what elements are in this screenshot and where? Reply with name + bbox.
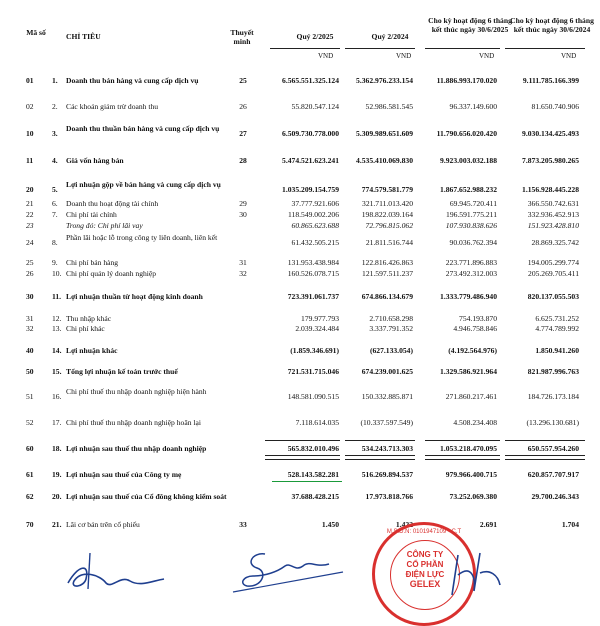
row-code: 61 — [26, 470, 34, 479]
row-value-h1-2024: 9.030.134.425.493 — [522, 129, 579, 138]
row-code: 20 — [26, 185, 34, 194]
row-number: 2. — [52, 102, 58, 111]
row-value-q2-2024: 321.711.013.420 — [362, 199, 413, 208]
row-value-h1-2025: 11.790.656.020.420 — [436, 129, 497, 138]
row-label: Lợi nhuận sau thuế của Cổ đông không kiểm soát — [66, 492, 227, 501]
row-value-q2-2024: (10.337.597.549) — [360, 418, 413, 427]
row-code: 51 — [26, 392, 34, 401]
row-value-h1-2025: 4.946.758.846 — [453, 324, 497, 333]
row-code: 31 — [26, 314, 34, 323]
header-h1-2025: Cho kỳ hoạt động 6 tháng kết thúc ngày 30/6/2025 — [428, 16, 512, 34]
total-rule-q2-2024 — [345, 440, 415, 441]
row-value-h1-2024: 151.923.428.810 — [527, 221, 579, 230]
row-value-h1-2025: 4.508.234.408 — [453, 418, 497, 427]
row-value-q2-2024: 122.816.426.863 — [361, 258, 413, 267]
row-value-q2-2024: 516.269.894.537 — [361, 470, 413, 479]
stamp-text-line3: ĐIỆN LỰC — [405, 570, 445, 579]
row-code: 25 — [26, 258, 34, 267]
row-value-q2-2025: 131.953.438.984 — [287, 258, 339, 267]
row-code: 22 — [26, 210, 34, 219]
row-label: Chi phí thuế thu nhập doanh nghiệp hoãn lại — [66, 418, 201, 427]
row-label: Lãi cơ bản trên cổ phiếu — [66, 520, 140, 529]
row-number: 10. — [52, 269, 62, 278]
row-note: 33 — [239, 520, 247, 529]
row-note: 25 — [239, 76, 247, 85]
row-value-q2-2024: 5.362.976.233.154 — [356, 76, 413, 85]
row-value-q2-2024: 4.535.410.069.830 — [356, 156, 413, 165]
row-value-h1-2025: 9.923.003.032.188 — [440, 156, 497, 165]
row-number: 13. — [52, 324, 62, 333]
row-value-h1-2024: 4.774.789.992 — [535, 324, 579, 333]
row-number: 1. — [52, 76, 58, 85]
header-thuyetminh: Thuyết minh — [230, 28, 254, 46]
row-value-q2-2024: 150.332.885.871 — [361, 392, 413, 401]
signature-chief-accountant — [225, 542, 345, 597]
row-number: 3. — [52, 129, 58, 138]
row-value-h1-2025: 271.860.217.461 — [445, 392, 497, 401]
row-number: 20. — [52, 492, 62, 501]
row-value-h1-2025: 2.691 — [479, 520, 497, 529]
row-number: 7. — [52, 210, 58, 219]
stamp-text-line4: GELEX — [409, 579, 441, 589]
stamp-ring-text: M.S.D.N: 0101947109 - C.T — [386, 529, 462, 535]
row-value-q2-2024: 2.710.658.298 — [369, 314, 413, 323]
row-code: 70 — [26, 520, 34, 529]
row-value-h1-2025: 1.867.652.988.232 — [440, 185, 497, 194]
row-note: 30 — [239, 210, 247, 219]
row-value-h1-2025: (4.192.564.976) — [448, 346, 497, 355]
row-value-q2-2024: 21.811.516.744 — [365, 238, 413, 247]
row-value-h1-2024: 194.005.299.774 — [527, 258, 579, 267]
double-rule-h1-2024 — [505, 455, 585, 460]
row-value-h1-2025: 107.930.838.626 — [445, 221, 497, 230]
header-underline-h1-2024 — [505, 48, 585, 49]
row-number: 8. — [52, 238, 58, 247]
row-code: 10 — [26, 129, 34, 138]
row-code: 11 — [26, 156, 34, 165]
row-value-h1-2025: 90.036.762.394 — [449, 238, 497, 247]
row-label: Lợi nhuận khác — [66, 346, 118, 355]
row-value-q2-2025: 1.450 — [321, 520, 339, 529]
row-value-h1-2024: 1.704 — [561, 520, 579, 529]
row-code: 02 — [26, 102, 34, 111]
row-label: Tổng lợi nhuận kế toán trước thuế — [66, 367, 178, 376]
header-underline-q2-2025 — [270, 48, 340, 49]
row-code: 62 — [26, 492, 34, 501]
row-code: 60 — [26, 444, 34, 453]
row-label: Doanh thu thuần bán hàng và cung cấp dịch vụ — [66, 124, 220, 133]
total-rule-h1-2024 — [505, 440, 585, 441]
header-underline-q2-2024 — [345, 48, 415, 49]
header-ms: Mã số — [26, 28, 46, 37]
row-value-h1-2024: 332.936.452.913 — [527, 210, 579, 219]
row-value-q2-2025: 5.474.521.623.241 — [282, 156, 339, 165]
row-value-h1-2024: 7.873.205.980.265 — [522, 156, 579, 165]
row-number: 16. — [52, 392, 62, 401]
row-value-q2-2025: 60.865.623.688 — [291, 221, 339, 230]
row-value-q2-2024: 534.243.713.303 — [361, 444, 413, 453]
row-number: 6. — [52, 199, 58, 208]
row-note: 32 — [239, 269, 247, 278]
row-number: 9. — [52, 258, 58, 267]
row-value-q2-2024: 5.309.989.651.609 — [356, 129, 413, 138]
row-number: 18. — [52, 444, 62, 453]
row-value-q2-2024: 52.986.581.545 — [365, 102, 413, 111]
row-number: 17. — [52, 418, 62, 427]
row-value-h1-2024: 81.650.740.906 — [531, 102, 579, 111]
row-label: Doanh thu bán hàng và cung cấp dịch vụ — [66, 76, 199, 85]
row-code: 01 — [26, 76, 34, 85]
row-label: Lợi nhuận gộp về bán hàng và cung cấp dịch vụ — [66, 180, 221, 189]
stamp-text-line2: CỔ PHẦN — [406, 560, 444, 569]
row-value-q2-2025: 6.565.551.325.124 — [282, 76, 339, 85]
row-value-h1-2024: 29.700.246.343 — [531, 492, 579, 501]
row-value-h1-2024: 184.726.173.184 — [527, 392, 579, 401]
row-value-h1-2024: 28.869.325.742 — [531, 238, 579, 247]
unit-h1-2025: VND — [479, 52, 495, 60]
double-rule-h1-2025 — [425, 455, 500, 460]
row-label: Doanh thu hoạt động tài chính — [66, 199, 159, 208]
row-value-h1-2024: 9.111.785.166.399 — [522, 76, 579, 85]
row-value-q2-2025: 61.432.505.215 — [291, 238, 339, 247]
double-rule-q2-2025 — [265, 455, 340, 460]
row-value-h1-2024: 1.850.941.260 — [535, 346, 579, 355]
row-value-q2-2025: 2.039.324.484 — [295, 324, 339, 333]
row-value-q2-2025: 37.688.428.215 — [291, 492, 339, 501]
row-value-h1-2025: 69.945.720.411 — [449, 199, 497, 208]
row-value-h1-2025: 979.966.400.715 — [445, 470, 497, 479]
row-label: Phần lãi hoặc lỗ trong công ty liên doanh, liên kết — [66, 233, 218, 242]
row-code: 21 — [26, 199, 34, 208]
row-value-h1-2024: 820.137.055.503 — [527, 292, 579, 301]
row-value-q2-2025: 160.526.078.715 — [287, 269, 339, 278]
row-note: 26 — [239, 102, 247, 111]
row-label: Giá vốn hàng bán — [66, 156, 124, 165]
row-value-q2-2025: 565.832.010.496 — [287, 444, 339, 453]
row-value-h1-2025: 1.333.779.486.940 — [440, 292, 497, 301]
row-value-q2-2024: (627.133.054) — [369, 346, 413, 355]
row-value-q2-2024: 121.597.511.237 — [362, 269, 413, 278]
row-value-h1-2024: 821.987.996.763 — [527, 367, 579, 376]
header-q2-2025: Quý 2/2025 — [296, 32, 334, 41]
row-value-h1-2025: 11.886.993.170.020 — [436, 76, 497, 85]
header-h1-2024: Cho kỳ hoạt động 6 tháng kết thúc ngày 30/6/2024 — [510, 16, 594, 34]
row-value-q2-2025: 723.391.061.737 — [287, 292, 339, 301]
row-value-h1-2025: 73.252.069.380 — [449, 492, 497, 501]
row-value-h1-2024: 366.550.742.631 — [527, 199, 579, 208]
row-note: 28 — [239, 156, 247, 165]
row-code: 24 — [26, 238, 34, 247]
row-number: 4. — [52, 156, 58, 165]
row-value-q2-2024: 198.822.039.164 — [361, 210, 413, 219]
row-value-q2-2024: 674.866.134.679 — [361, 292, 413, 301]
row-value-q2-2025: (1.859.346.691) — [290, 346, 339, 355]
row-label: Chi phí tài chính — [66, 210, 117, 219]
row-value-q2-2025: 528.143.582.281 — [287, 470, 339, 479]
total-rule-q2-2025 — [265, 440, 340, 441]
unit-q2-2024: VND — [396, 52, 412, 60]
row-label: Trong đó: Chi phí lãi vay — [66, 221, 143, 230]
row-note: 29 — [239, 199, 247, 208]
row-number: 21. — [52, 520, 62, 529]
row-value-q2-2025: 55.820.547.124 — [291, 102, 339, 111]
row-value-h1-2025: 754.193.870 — [459, 314, 497, 323]
row-value-q2-2025: 148.581.090.515 — [287, 392, 339, 401]
row-number: 19. — [52, 470, 62, 479]
row-number: 14. — [52, 346, 62, 355]
row-value-q2-2025: 6.509.730.778.000 — [282, 129, 339, 138]
row-code: 32 — [26, 324, 34, 333]
row-value-h1-2025: 273.492.312.003 — [445, 269, 497, 278]
header-q2-2024: Quý 2/2024 — [371, 32, 409, 41]
row-value-q2-2025: 37.777.921.606 — [291, 199, 339, 208]
row-value-q2-2025: 179.977.793 — [301, 314, 339, 323]
row-value-q2-2024: 17.973.818.766 — [365, 492, 413, 501]
unit-h1-2024: VND — [561, 52, 577, 60]
row-label: Chi phí thuế thu nhập doanh nghiệp hiện hành — [66, 387, 207, 396]
row-label: Chi phí quản lý doanh nghiệp — [66, 269, 157, 278]
stamp-text-line1: CÔNG TY — [406, 550, 444, 559]
row-label: Lợi nhuận sau thuế của Công ty mẹ — [66, 470, 182, 479]
row-code: 40 — [26, 346, 34, 355]
signature-director — [440, 545, 510, 600]
row-value-q2-2025: 1.035.209.154.759 — [282, 185, 339, 194]
row-number: 15. — [52, 367, 62, 376]
row-label: Thu nhập khác — [66, 314, 112, 323]
row-label: Lợi nhuận thuần từ hoạt động kinh doanh — [66, 292, 203, 301]
header-underline-h1-2025 — [425, 48, 500, 49]
row-code: 50 — [26, 367, 34, 376]
row-value-h1-2025: 1.329.586.921.964 — [440, 367, 497, 376]
signature-preparer — [60, 545, 170, 595]
row-value-q2-2025: 721.531.715.046 — [287, 367, 339, 376]
row-value-q2-2025: 118.549.002.206 — [288, 210, 339, 219]
row-value-h1-2025: 96.337.149.600 — [449, 102, 497, 111]
row-number: 5. — [52, 185, 58, 194]
row-note: 27 — [239, 129, 247, 138]
row-value-h1-2024: 205.269.705.411 — [528, 269, 579, 278]
row-code: 26 — [26, 269, 34, 278]
row-label: Các khoản giảm trừ doanh thu — [66, 102, 159, 111]
row-number: 11. — [52, 292, 62, 301]
row-value-h1-2024: 1.156.928.445.228 — [522, 185, 579, 194]
row-value-h1-2025: 223.771.896.883 — [445, 258, 497, 267]
unit-q2-2025: VND — [318, 52, 334, 60]
row-value-h1-2025: 1.053.218.470.095 — [440, 444, 497, 453]
row-code: 30 — [26, 292, 34, 301]
row-value-h1-2024: 620.857.707.917 — [527, 470, 579, 479]
row-value-q2-2024: 72.796.815.062 — [365, 221, 413, 230]
row-note: 31 — [239, 258, 247, 267]
row-value-h1-2024: 650.557.954.260 — [527, 444, 579, 453]
row-code: 23 — [26, 221, 34, 230]
row-value-q2-2025: 7.118.614.035 — [295, 418, 339, 427]
total-rule-h1-2025 — [425, 440, 500, 441]
row-value-q2-2024: 674.239.001.625 — [361, 367, 413, 376]
row-number: 12. — [52, 314, 62, 323]
row-label: Chi phí bán hàng — [66, 258, 119, 267]
row-value-q2-2024: 3.337.791.352 — [369, 324, 413, 333]
row-value-h1-2024: 6.625.731.252 — [535, 314, 579, 323]
row-value-h1-2024: (13.296.130.681) — [526, 418, 579, 427]
double-rule-q2-2024 — [345, 455, 415, 460]
highlight-underline — [272, 481, 342, 482]
header-chitieu: CHỈ TIÊU — [66, 32, 101, 41]
row-label: Lợi nhuận sau thuế thu nhập doanh nghiệp — [66, 444, 207, 453]
row-value-h1-2025: 196.591.775.211 — [446, 210, 497, 219]
row-label: Chi phí khác — [66, 324, 105, 333]
row-value-q2-2024: 774.579.581.779 — [361, 185, 413, 194]
row-code: 52 — [26, 418, 34, 427]
row-value-q2-2024: 1.422 — [395, 520, 413, 529]
